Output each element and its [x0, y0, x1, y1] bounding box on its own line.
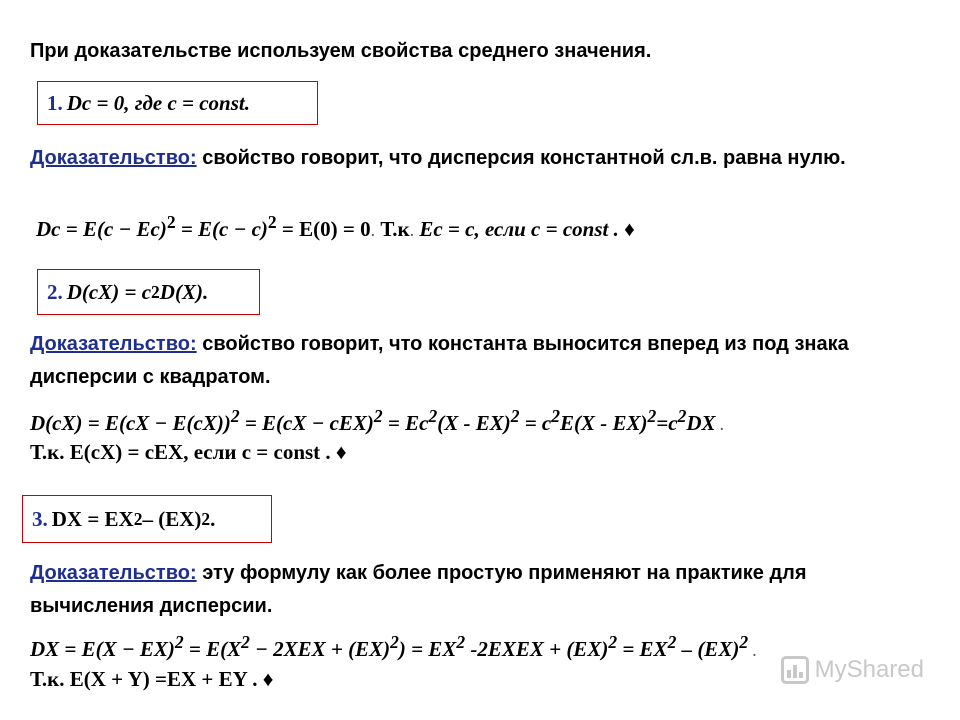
property-3-sq-1: 2	[133, 508, 143, 529]
formula-3-d: ) = EX	[398, 637, 457, 661]
property-2-statement-b: D(X).	[159, 279, 209, 304]
property-3-statement-c: .	[210, 506, 216, 531]
formula-3-sq-6: 2	[667, 632, 677, 652]
property-3-statement-b: – (EX)	[142, 506, 202, 531]
formula-1-part-a: Dc = E(c − Ec)	[36, 217, 167, 241]
formula-2-line-2: Т.к. E(cX) = cEX, если c = const . ♦	[30, 440, 347, 464]
formula-1-tk-dot: .	[409, 220, 415, 240]
formula-2-sq-6: 2	[647, 406, 657, 426]
formula-3-sq-1: 2	[174, 632, 184, 652]
formula-2-sq-2: 2	[373, 406, 383, 426]
formula-3-b: = E(X	[183, 637, 242, 661]
formula-2-g: =c	[656, 411, 678, 435]
formula-1-square-b: 2	[267, 212, 277, 232]
formula-1-part-b: = E(c − c)	[175, 217, 268, 241]
formula-2-b: = E(cX − cEX)	[239, 411, 374, 435]
property-3-sq-2: 2	[201, 508, 211, 529]
formula-3-a: DX = E(X − EX)	[30, 637, 175, 661]
property-2-number: 2.	[47, 279, 63, 304]
property-2-statement-a: D(cX) = c	[66, 279, 152, 304]
proof-2-label: Доказательство:	[30, 333, 197, 355]
property-3-number: 3.	[32, 506, 48, 531]
formula-3-f: = EX	[617, 637, 668, 661]
formula-3-sq-7: 2	[739, 632, 749, 652]
formula-3-sq-4: 2	[456, 632, 466, 652]
formula-2-a: D(cX) = E(cX − E(cX))	[30, 411, 231, 435]
watermark	[781, 656, 924, 684]
property-2-square: 2	[151, 281, 160, 302]
proof-1-text: свойство говорит, что дисперсия константной сл.в. равна нулю.	[196, 147, 846, 169]
proof-2-text: свойство говорит, что константа выносится вперед из под знака дисперсии с квадратом.	[30, 333, 849, 388]
formula-2-f: E(X - EX)	[560, 411, 648, 435]
proof-2	[30, 328, 930, 394]
formula-2-sq-1: 2	[230, 406, 240, 426]
formula-3-c: − 2XEX + (EX)	[249, 637, 391, 661]
formula-3-sq-5: 2	[608, 632, 618, 652]
proof-1	[30, 142, 930, 175]
proof-3	[30, 557, 930, 623]
formula-3-sq-3: 2	[390, 632, 399, 652]
property-2-box	[37, 269, 260, 315]
formula-3-e: -2EXEX + (EX)	[465, 637, 609, 661]
property-1-box	[37, 81, 318, 125]
formula-3-dot: .	[748, 640, 758, 660]
property-3-box	[22, 495, 272, 543]
formula-3	[30, 632, 757, 662]
watermark-text: MyShared	[814, 656, 924, 683]
formula-2-c: = Ec	[382, 411, 429, 435]
formula-2-dot: .	[715, 414, 725, 434]
formula-1	[36, 212, 635, 242]
property-3-statement-a: DX = EX	[51, 506, 134, 531]
myshared-logo-icon	[781, 656, 809, 684]
property-1-number: 1.	[47, 90, 63, 115]
formula-2-d: (X - EX)	[437, 411, 511, 435]
formula-2-sq-7: 2	[677, 406, 687, 426]
property-1-statement: Dc = 0, где c = const.	[66, 90, 250, 115]
intro-text: При доказательстве используем свойства среднего значения.	[30, 40, 652, 62]
proof-3-label: Доказательство:	[30, 562, 197, 584]
proof-3-text: эту формулу как более простую применяют на практике для вычисления дисперсии.	[30, 562, 807, 617]
formula-2-h: DX	[686, 411, 716, 435]
formula-1-rest: Ec = c, если c = const . ♦	[414, 217, 635, 241]
proof-1-label: Доказательство:	[30, 147, 197, 169]
formula-3-line-2: Т.к. E(X + Y) =EX + EY . ♦	[30, 667, 274, 691]
formula-3-sq-2: 2	[241, 632, 250, 652]
formula-1-square-a: 2	[166, 212, 176, 232]
formula-1-dot: .	[370, 220, 376, 240]
formula-1-part-c: = E(0) = 0	[276, 217, 371, 241]
formula-2-sq-4: 2	[510, 406, 520, 426]
formula-2-sq-5: 2	[551, 406, 561, 426]
formula-1-tk: Т.к	[375, 217, 410, 241]
formula-2	[30, 406, 725, 436]
formula-2-sq-3: 2	[428, 406, 438, 426]
formula-3-g: – (EX)	[676, 637, 740, 661]
formula-2-e: = c	[519, 411, 552, 435]
